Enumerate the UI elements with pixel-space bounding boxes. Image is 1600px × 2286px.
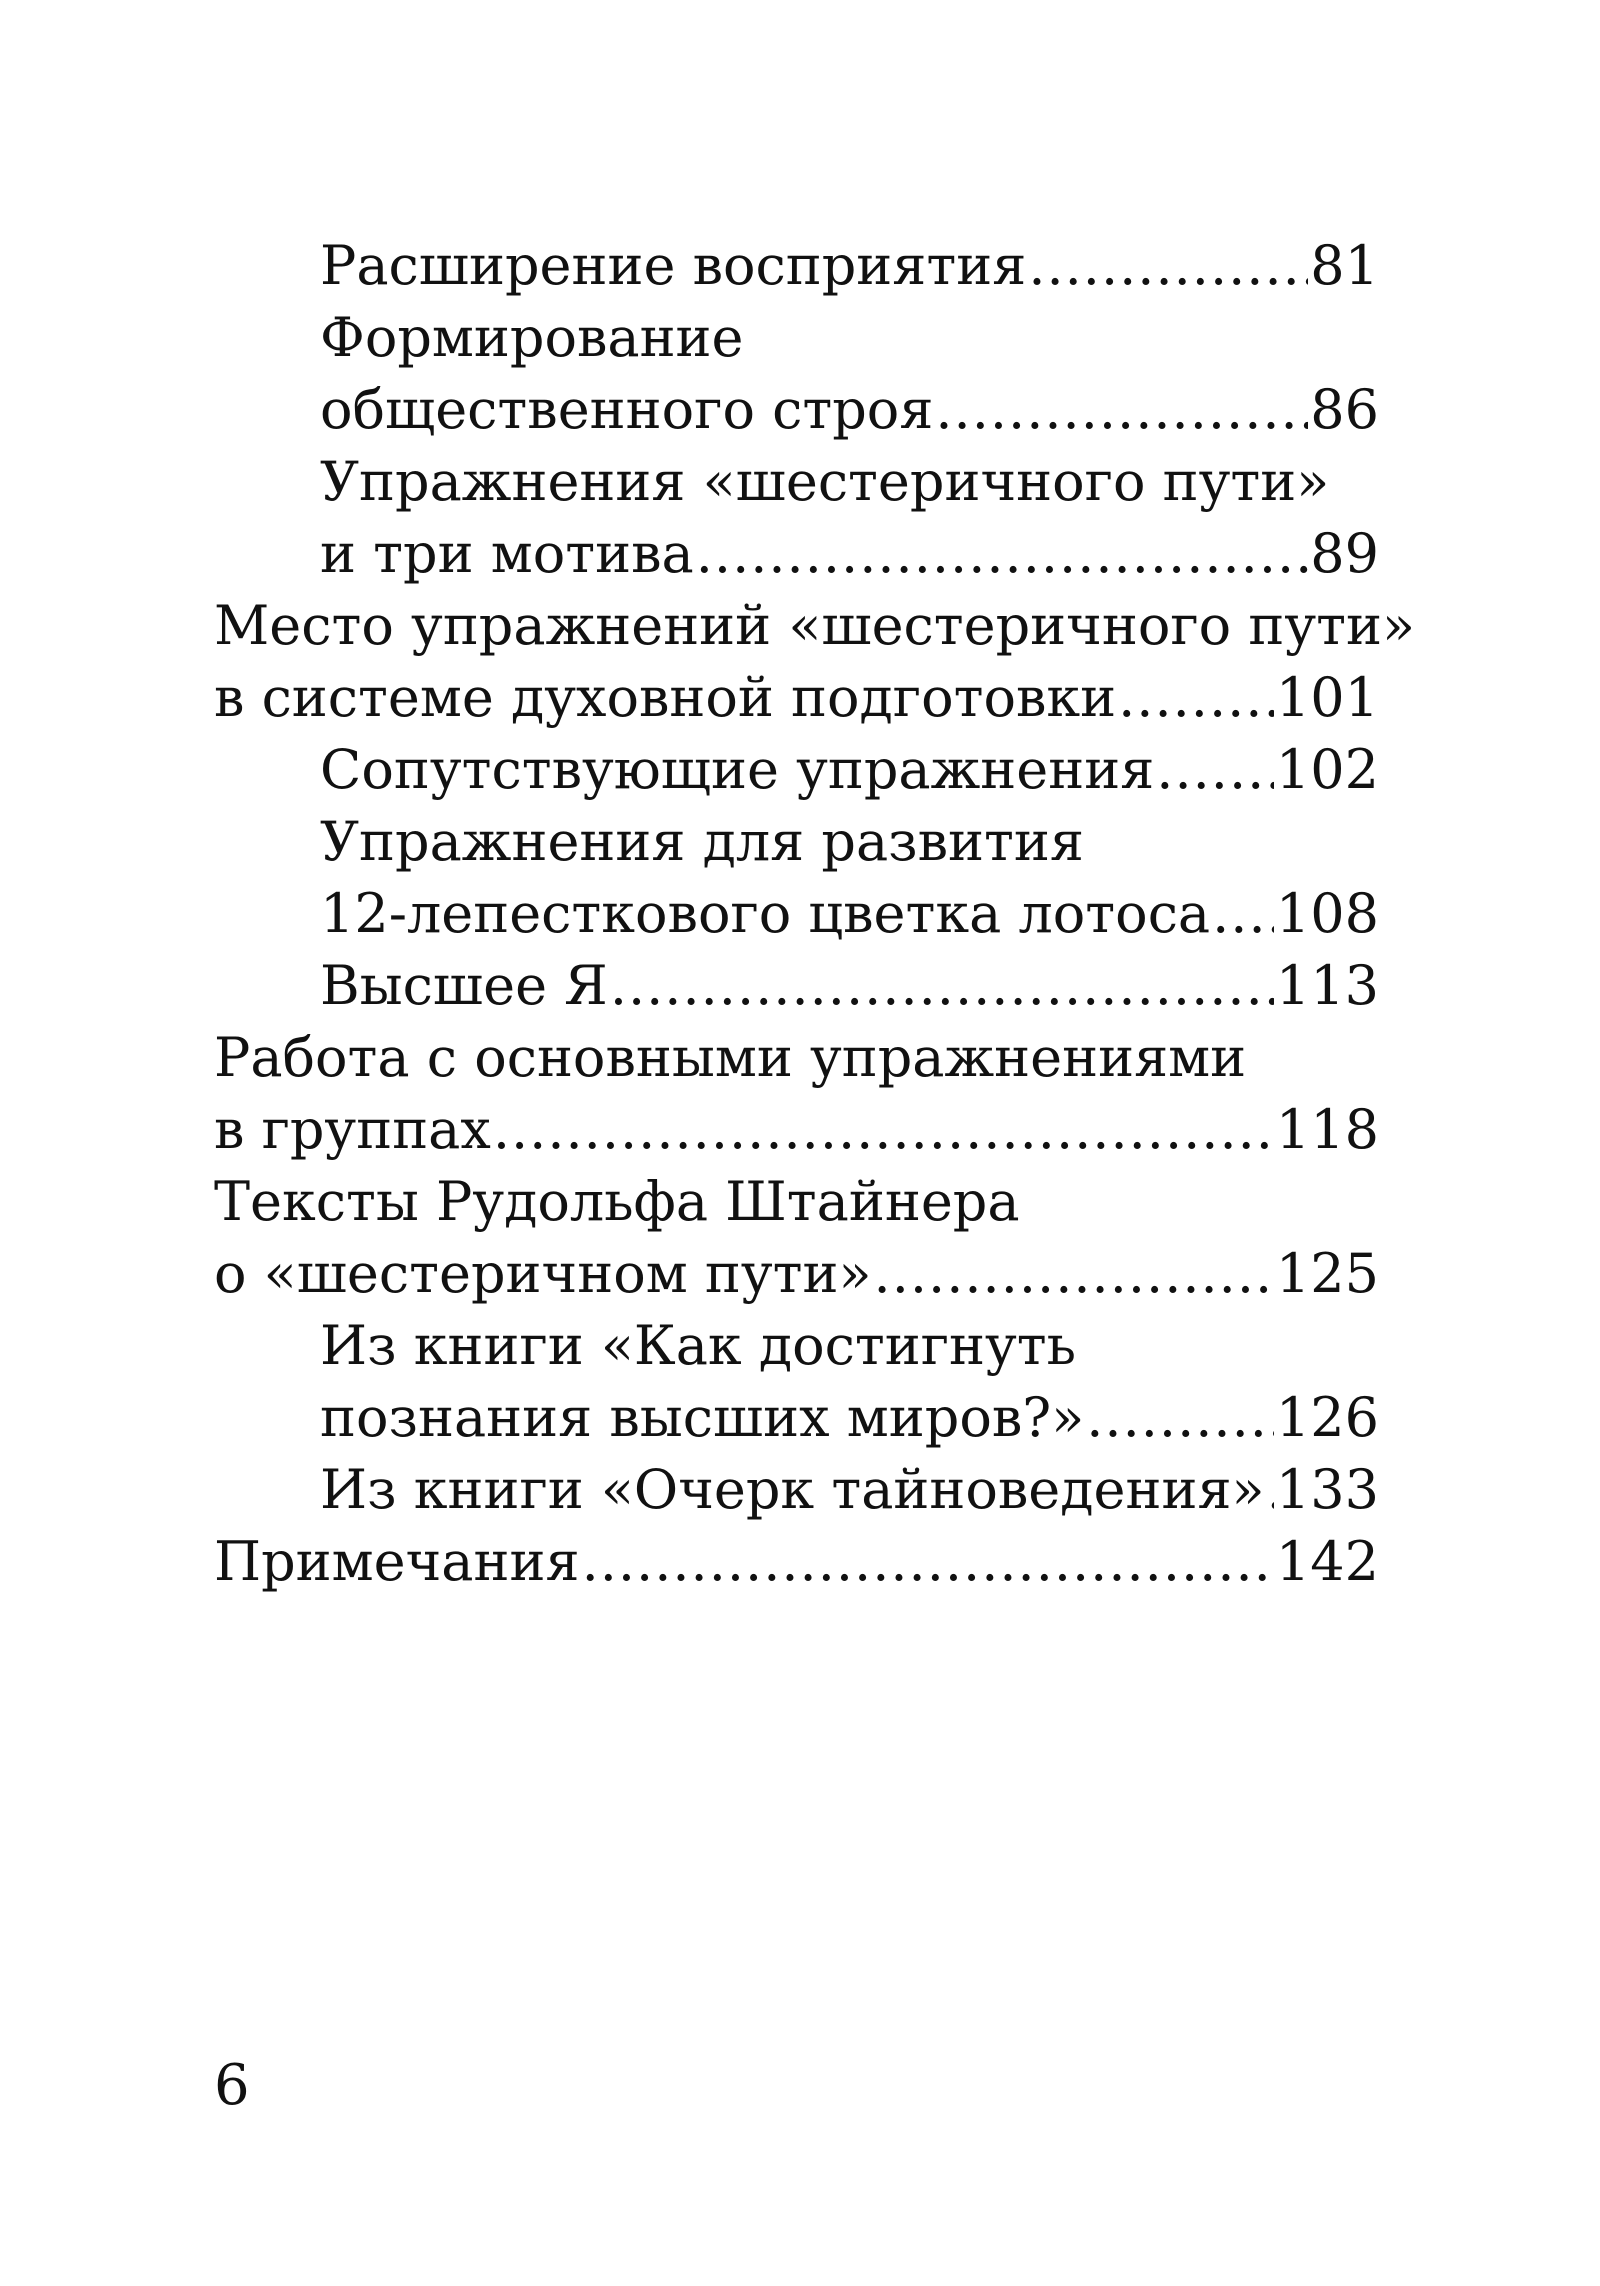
toc-entry-title: познания высших миров?» [320, 1386, 1085, 1449]
toc-entry-title: Примечания [214, 1530, 580, 1593]
toc-entry-title: Место упражнений «шестеричного пути» [214, 594, 1415, 657]
toc-entry-title: 12-лепесткового цветка лотоса [320, 882, 1211, 945]
toc-entry-uprazhneniya-shesterichnogo-puti [320, 446, 1379, 590]
toc-entry-formirovanie [320, 302, 1379, 446]
toc-page-number: 125 [1275, 1242, 1379, 1305]
dot-leader [493, 1094, 1274, 1166]
dot-leader [874, 1238, 1274, 1310]
dot-leader [582, 1526, 1274, 1598]
toc-entry-rabota-v-gruppakh [214, 1022, 1379, 1166]
toc-entry-title: общественного строя [320, 378, 934, 441]
toc-page-number: 142 [1275, 1530, 1379, 1593]
toc-page-number: 81 [1310, 234, 1379, 297]
toc-entry-primechaniya [214, 1526, 1379, 1598]
dot-leader [1212, 878, 1274, 950]
toc-page-number: 101 [1275, 666, 1379, 729]
dot-leader [1028, 230, 1308, 302]
toc-entry-title: Расширение восприятия [320, 234, 1027, 297]
dot-leader [1118, 662, 1274, 734]
toc-entry-title: Высшее Я [320, 954, 608, 1017]
dot-leader [696, 518, 1309, 590]
toc-page-number: 108 [1275, 882, 1379, 945]
toc-entry-teksty-shtaynera [214, 1166, 1379, 1310]
toc-entry-title: Упражнения для развития [320, 810, 1084, 873]
toc-entry-title: и три мотива [320, 522, 694, 585]
toc-page-number: 126 [1275, 1386, 1379, 1449]
toc-entry-title: Упражнения «шестеричного пути» [320, 450, 1330, 513]
toc-page-number: 118 [1275, 1098, 1379, 1161]
toc-entry-title: о «шестеричном пути» [214, 1242, 872, 1305]
toc-entry-title: Формирование [320, 306, 744, 369]
dot-leader [610, 950, 1274, 1022]
toc-entry-mesto-uprazhneniy [214, 590, 1415, 734]
dot-leader [935, 374, 1308, 446]
toc-page-number: 86 [1310, 378, 1379, 441]
toc-entry-title: в группах [214, 1098, 491, 1161]
toc-entry-vysshee-ya [320, 950, 1379, 1022]
toc-entry-title: Сопутствующие упражнения [320, 738, 1155, 801]
toc-entry-uprazhneniya-dlya-razvitiya [320, 806, 1379, 950]
toc-page-number: 113 [1275, 954, 1379, 1017]
dot-leader [1086, 1382, 1274, 1454]
toc-entry-title: Тексты Рудольфа Штайнера [214, 1170, 1020, 1233]
toc-page-number: 89 [1310, 522, 1379, 585]
dot-leader [1267, 1454, 1274, 1526]
toc-entry-title: в системе духовной подготовки [214, 666, 1117, 729]
toc-entry-title: Из книги «Очерк тайноведения» [320, 1458, 1265, 1521]
toc-entry-ocherk-taynovedeniya [320, 1454, 1379, 1526]
toc-entry-title: Работа с основными упражнениями [214, 1026, 1247, 1089]
page-number: 6 [214, 2053, 250, 2118]
toc-page-number: 133 [1275, 1458, 1379, 1521]
toc-page-number: 102 [1275, 738, 1379, 801]
toc-entry-title: Из книги «Как достигнуть [320, 1314, 1077, 1377]
toc-entry-kak-dostignut [320, 1310, 1379, 1454]
toc-entry-soputstvuyushchie-uprazhneniya [320, 734, 1379, 806]
toc-entry-rasshirenie-vospriyatiya [320, 230, 1379, 302]
dot-leader [1156, 734, 1274, 806]
